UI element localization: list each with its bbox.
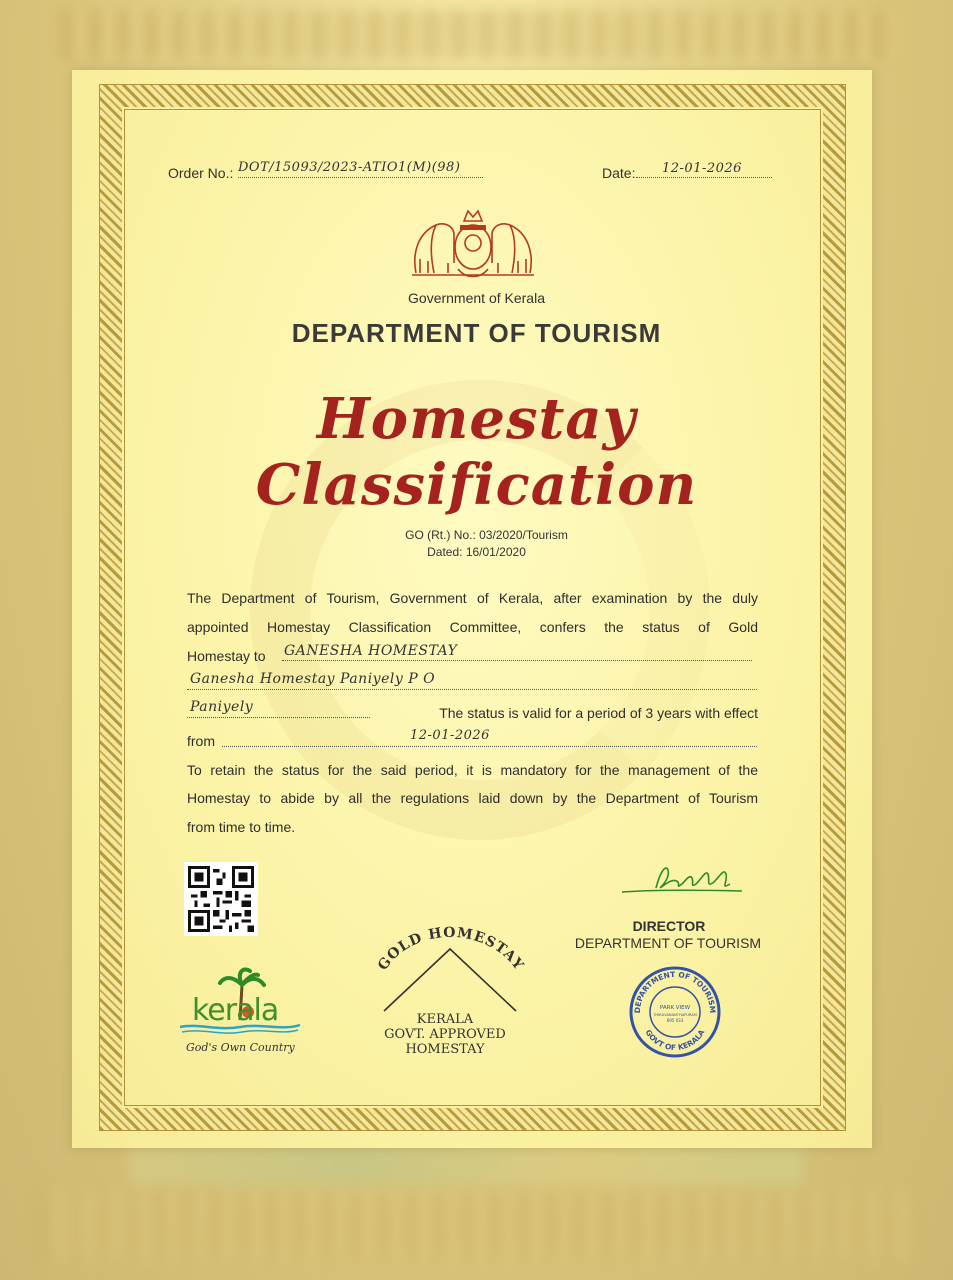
from-date-value: 12-01-2026 xyxy=(410,728,490,743)
order-number-label: Order No.: xyxy=(168,165,234,181)
seal-center-2: THIRUVANANTHAPURAM xyxy=(653,1013,697,1017)
gold-homestay-badge-icon xyxy=(370,915,530,1015)
department-name: DEPARTMENT OF TOURISM xyxy=(291,318,662,348)
qr-code xyxy=(184,862,258,936)
badge-line-1: KERALA xyxy=(416,1012,474,1027)
go-number: GO (Rt.) No.: 03/2020/Tourism xyxy=(405,528,568,542)
homestay-name-value: GANESHA HOMESTAY xyxy=(284,643,458,659)
order-number-value: DOT/15093/2023-ATIO1(M)(98) xyxy=(238,160,461,175)
retain-line-1: To retain the status for the said period, it is mandatory for the management of the xyxy=(187,762,758,778)
from-label: from xyxy=(187,733,215,749)
certificate-title-line1: Homestay xyxy=(316,386,637,452)
kerala-emblem-icon xyxy=(408,203,538,285)
government-name: Government of Kerala xyxy=(408,290,545,306)
retain-line-2: Homestay to abide by all the regulations laid down by the Department of Tourism xyxy=(187,790,758,806)
department-seal-icon xyxy=(628,965,722,1059)
certificate-title-line2: Classification xyxy=(255,452,698,518)
background-blur-low xyxy=(130,1145,803,1185)
seal-ring-bottom: GOVT OF KERALA xyxy=(643,1028,707,1053)
seal-center-3: 695 033 xyxy=(666,1018,684,1023)
retain-line-3: from time to time. xyxy=(187,819,296,835)
body-line-1: The Department of Tourism, Government of Kerala, after examination by the duly xyxy=(187,590,758,606)
address-value: Ganesha Homestay Paniyely P O xyxy=(190,671,436,687)
body-line-2: appointed Homestay Classification Committee, confers the status of Gold xyxy=(187,619,758,635)
signatory-department: DEPARTMENT OF TOURISM xyxy=(574,935,762,951)
signatory-title: DIRECTOR xyxy=(632,918,706,934)
badge-arc-text: GOLD HOMESTAY xyxy=(374,924,527,974)
director-signature-icon xyxy=(620,860,745,900)
background-blur-top xyxy=(60,10,893,60)
kerala-tagline: God's Own Country xyxy=(186,1041,295,1054)
seal-center-1: PARK VIEW xyxy=(659,1005,691,1011)
badge-line-2: GOVT. APPROVED xyxy=(384,1027,506,1042)
go-date: Dated: 16/01/2020 xyxy=(427,545,526,559)
seal-ring-top: DEPARTMENT OF TOURISM xyxy=(632,969,718,1014)
body-line-3-prefix: Homestay to xyxy=(187,648,266,664)
validity-text: The status is valid for a period of 3 years with effect xyxy=(439,705,758,721)
date-label: Date: xyxy=(602,165,636,181)
badge-line-3: HOMESTAY xyxy=(405,1042,485,1057)
kerala-logo-word: kerala xyxy=(192,993,279,1028)
background-blur-bottom xyxy=(40,1190,913,1260)
place-value: Paniyely xyxy=(190,699,254,715)
date-value: 12-01-2026 xyxy=(662,161,742,176)
